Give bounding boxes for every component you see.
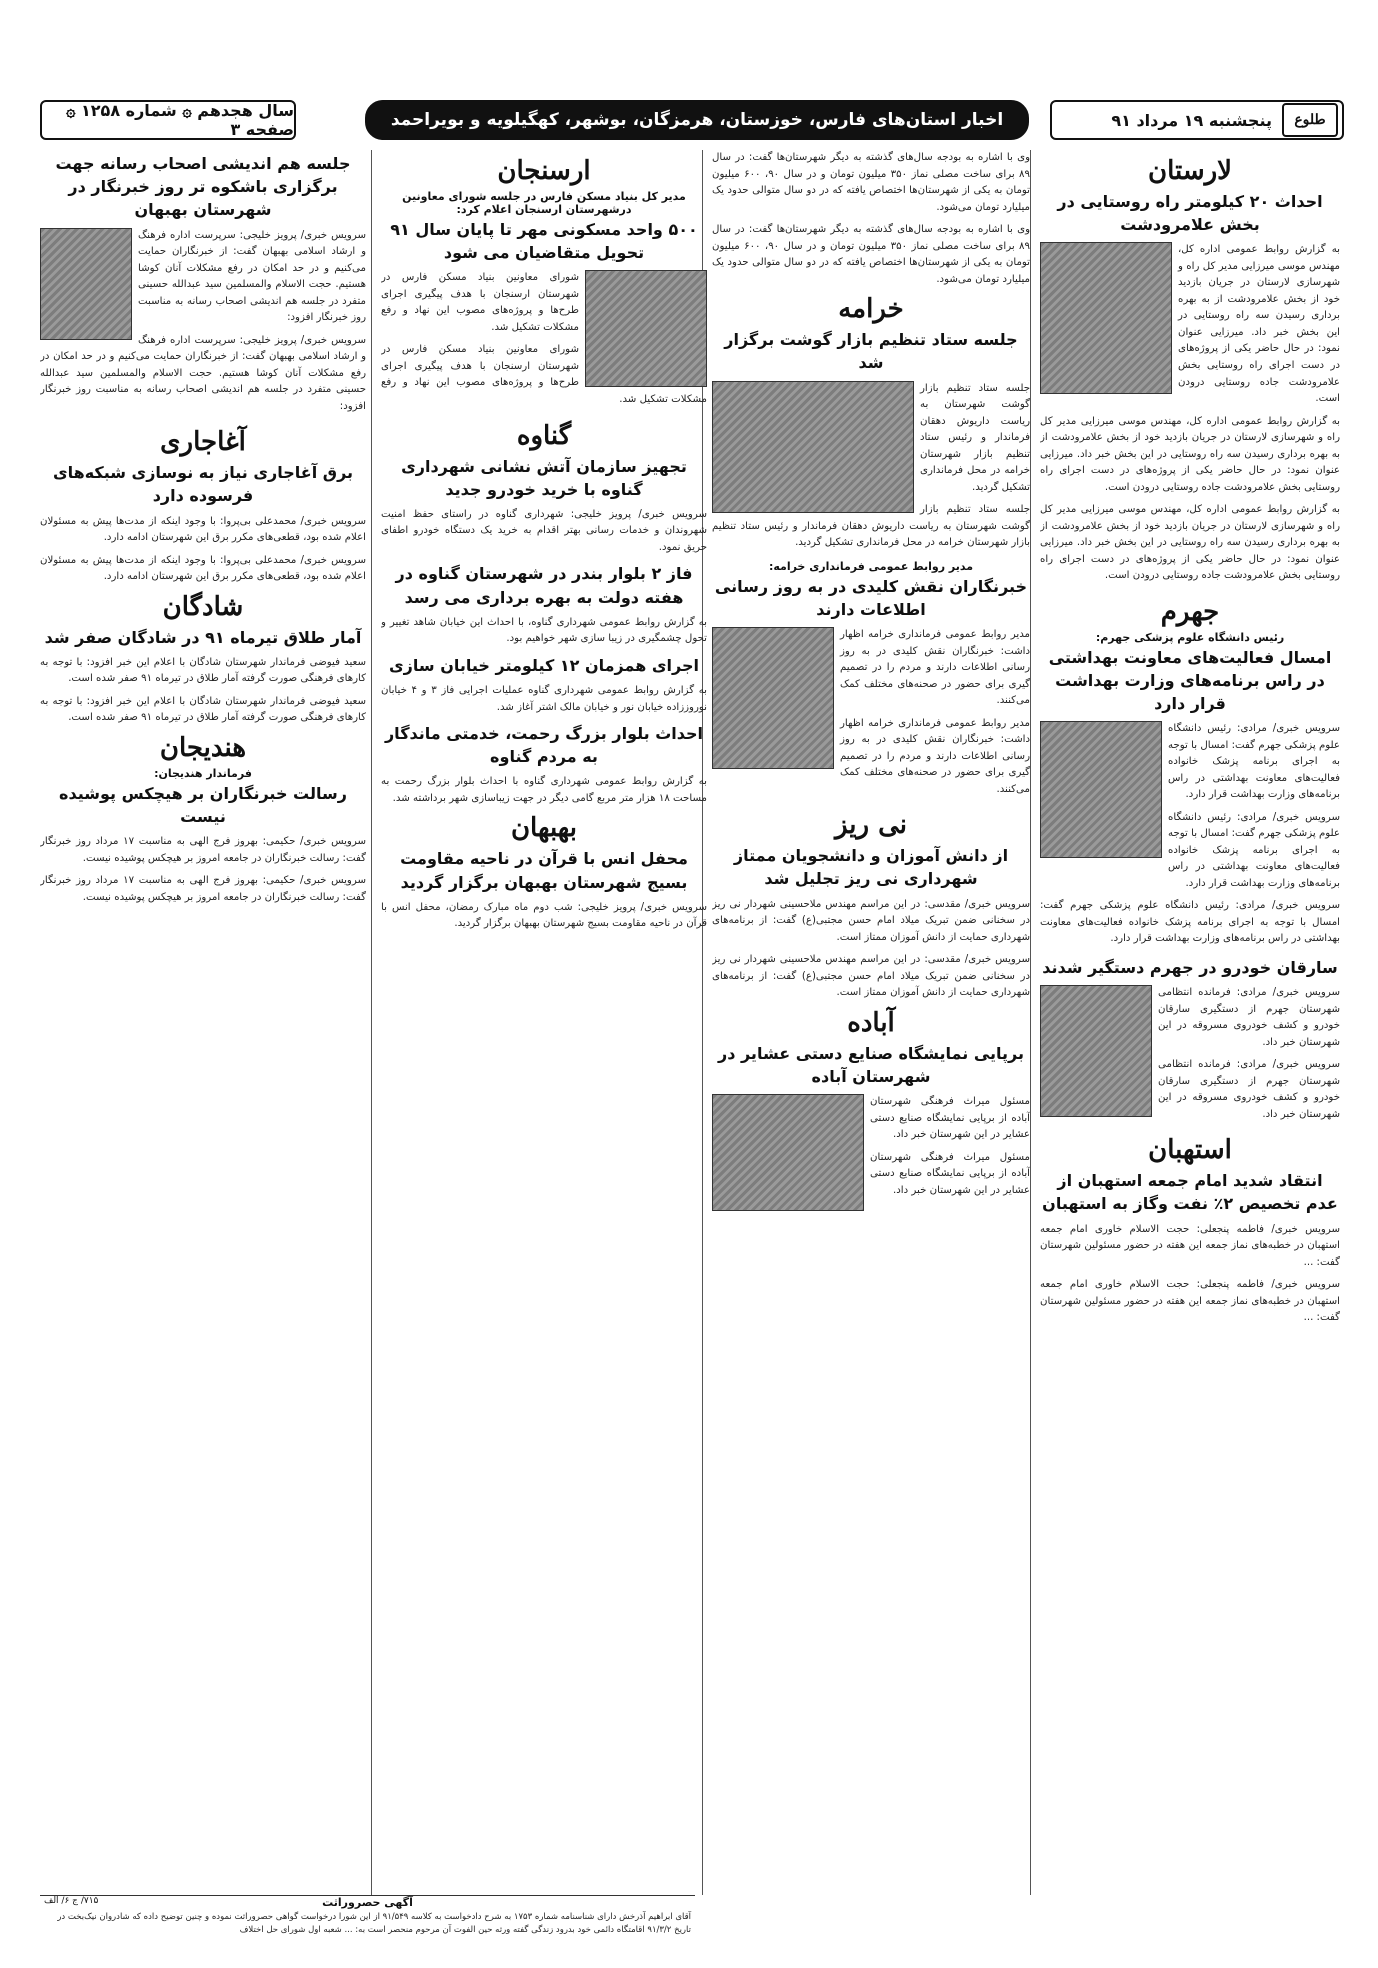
headline: تجهیز سازمان آتش نشانی شهرداری گناوه با خرید خودرو جدید	[401, 456, 687, 499]
article-body: به گزارش روابط عمومی شهرداری گناوه، با احداث این خیابان شاهد تغییر و تحول چشمگیری در زیبا سازی شهر خواهیم بود.	[381, 616, 707, 645]
article-body-cont: شورای معاونین بنیاد مسکن فارس در شهرستان ارسنجان با هدف پیگیری اجرای طرح‌ها و پروژه‌های مصوب این نهاد و رفع مشکلات تشکیل شد.	[381, 344, 707, 405]
column-4	[40, 150, 366, 1895]
photo-meeting	[712, 381, 914, 513]
column-3	[381, 150, 707, 1895]
article-body-cont: سرویس خبری/ حکیمی: بهروز فرج الهی به مناسبت ۱۷ مرداد روز خبرنگار گفت: رسالت خبرنگاران در جامعه امروز بر هیچکس پوشیده نیست.	[40, 875, 366, 903]
article-body-cont: سرویس خبری/ مرادی: رئیس دانشگاه علوم پزشکی جهرم گفت: امسال با توجه به اجرای برنامه پزشک خانواده فعالیت‌های معاونت بهداشتی در راس برنامه‌های وزارت بهداشت قرار دارد.	[1168, 811, 1340, 889]
page-header	[40, 100, 1340, 140]
headline: اجرای همزمان ۱۲ کیلومتر خیابان سازی	[389, 655, 699, 675]
headline: امسال فعالیت‌های معاونت بهداشتی در راس برنامه‌های وزارت بهداشت قرار دارد	[1048, 647, 1332, 714]
headline: آمار طلاق تیرماه ۹۱ در شادگان صفر شد	[44, 627, 362, 647]
article-body: وی با اشاره به بودجه سال‌های گذشته به دیگر شهرستان‌ها گفت: در سال ۸۹ برای ساخت مصلی نماز ۳۵۰ میلیون تومان و در سال ۹۰، ۶۰۰ میلیون تومان به یکی از شهرستان‌ها اختصاص یافته که در دو سال متوالی حدود یک میلیارد تومان می‌شود.	[712, 152, 1030, 213]
article-body-cont: سرویس خبری/ محمدعلی بی‌پروا: با وجود اینکه از مدت‌ها پیش به مسئولان اعلام شده بود، قطعی‌های مکرر برق این شهرستان ادامه دارد.	[40, 554, 366, 583]
kicker: مدیر کل بنیاد مسکن فارس در جلسه شورای معاونین درشهرستان ارسنجان اعلام کرد:	[402, 190, 686, 216]
date-box	[1050, 100, 1344, 140]
article-body: به گزارش روابط عمومی شهرداری گناوه عملیات اجرایی فاز ۳ و ۴ خیابان نوروززاده خیابان نور و خیابان مالک اشتر آغاز شد.	[381, 685, 707, 713]
city-heading: خرامه	[838, 294, 904, 325]
legal-notice-ad	[40, 1895, 695, 1946]
headline: از دانش آموزان و دانشجویان ممتاز شهرداری نی ریز تجلیل شد	[733, 846, 1009, 889]
column-2	[712, 150, 1030, 1895]
city-heading: گناوه	[516, 420, 572, 451]
article-body: سرویس خبری/ پرویز خلیجی: سرپرست اداره فرهنگ و ارشاد اسلامی بهبهان گفت: از خبرنگاران حمایت می‌کنیم و در حد امکان در رفع مشکلات آنان کوشا هستیم. حجت الاسلام والمسلمین سید عبدالله حسینی متفرد در جلسه هم اندیشی اصحاب رسانه به مناسبت روز خبرنگار افزود:	[138, 229, 366, 324]
article-body: سرویس خبری/ مرادی: رئیس دانشگاه علوم پزشکی جهرم گفت: امسال با توجه به اجرای برنامه پزشک خانواده فعالیت‌های معاونت بهداشتی در راس برنامه‌های وزارت بهداشت قرار دارد.	[1168, 723, 1340, 801]
article-body: سعید فیوضی فرماندار شهرستان شادگان با اعلام این خبر افزود: با توجه به کارهای فرهنگی صورت گرفته آمار طلاق در تیرماه ۹۱ صفر شده است.	[40, 656, 366, 685]
photo-official	[712, 627, 834, 769]
photo-official	[585, 270, 707, 387]
article-body-cont: مدیر روابط عمومی فرمانداری خرامه اظهار داشت: خبرنگاران نقش کلیدی در به روز رسانی اطلاعات دارند و مردم را در تصمیم گیری برای حضور در صحنه‌های مختلف کمک می‌کنند.	[840, 717, 1030, 795]
article-body: مسئول میراث فرهنگی شهرستان آباده از برپایی نمایشگاه صنایع دستی عشایر در این شهرستان خبر داد.	[870, 1096, 1030, 1141]
kicker: رئیس دانشگاه علوم پزشکی جهرم:	[1095, 630, 1285, 644]
article-body: سرویس خبری/ محمدعلی بی‌پروا: با وجود اینکه از مدت‌ها پیش به مسئولان اعلام شده بود، قطعی‌های مکرر برق این شهرستان ادامه دارد.	[40, 515, 366, 544]
city-heading: بهبهان	[510, 813, 578, 844]
article-body-cont: سعید فیوضی فرماندار شهرستان شادگان با اعلام این خبر افزود: با توجه به کارهای فرهنگی صورت گرفته آمار طلاق در تیرماه ۹۱ صفر شده است.	[40, 695, 366, 724]
city-heading: هندیجان	[159, 732, 247, 763]
article-body: سرویس خبری/ مرادی: فرمانده انتظامی شهرستان جهرم از دستگیری سارقان خودرو و کشف خودروی مسروقه در این شهرستان خبر داد.	[1158, 987, 1340, 1048]
ad-text: آقای ابراهیم آذرخش دارای شناسنامه شماره ۱۷۵۳ به شرح دادخواست به کلاسه ۹۱/۵۴۹ از این شورا درخواست گواهی حصروراثت نموده و چنین توضیح داده که شادروان نیک‌بخت در تاریخ ۹۱/۳/۲ اقامتگاه دائمی خود بدرود زندگی گفته ورثه حین الفوت آن مرحوم منحصر است به: ... شعبه اول شورای حل اختلاف	[57, 1912, 691, 1935]
ad-code: ۷۱۵/ ج ۶/ الف	[44, 1896, 99, 1906]
photo-official	[1040, 985, 1152, 1117]
ad-title: آگهی حصروراثت	[322, 1896, 413, 1909]
article-body: سرویس خبری/ حکیمی: بهروز فرج الهی به مناسبت ۱۷ مرداد روز خبرنگار گفت: رسالت خبرنگاران در جامعه امروز بر هیچکس پوشیده نیست.	[40, 836, 366, 864]
article-body: سرویس خبری/ پرویز خلیجی: شب دوم ماه مبارک رمضان، محفل انس با قرآن در ناحیه مقاومت بسیج شهرستان بهبهان برگزار گردید.	[381, 901, 707, 930]
article-body-cont: به گزارش روابط عمومی اداره کل، مهندس موسی میرزایی مدیر کل راه و شهرسازی لارستان در جریان بازدید خود از بخش علامرودشت از به بهره برداری رسیدن سه راه روستایی در این بخش خبر داد. میرزایی عنوان نمود: در حال حاضر یکی از پروژه‌های در دست اجرای راه روستایی بخش علامرودشت جاده روستایی درودن است.	[1040, 504, 1340, 582]
headline: محفل انس با قرآن در ناحیه مقاومت بسیج شهرستان بهبهان برگزار گردید	[400, 849, 688, 892]
section-title: اخبار استان‌های فارس، خوزستان، هرمزگان، بوشهر، کهگیلویه و بویراحمد	[365, 100, 1029, 140]
headline: جلسه هم اندیشی اصحاب رسانه جهت برگزاری باشکوه تر روز خبرنگار در شهرستان بهبهان	[55, 154, 351, 220]
article-body-cont: سرویس خبری/ فاطمه پنجعلی: حجت الاسلام خاوری امام جمعه استهبان در خطبه‌های نماز جمعه این هفته در حضور مسئولین شهرستان گفت: ...	[1040, 1279, 1340, 1324]
headline: سارقان خودرو در جهرم دستگیر شدند	[1042, 957, 1338, 977]
headline: احداث بلوار بزرگ رحمت، خدمتی ماندگار به مردم گناوه	[384, 724, 704, 767]
photo-cleric	[40, 228, 132, 340]
issue-date: پنجشنبه ۱۹ مرداد ۹۱	[1111, 110, 1272, 130]
article-body: مدیر روابط عمومی فرمانداری خرامه اظهار داشت: خبرنگاران نقش کلیدی در به روز رسانی اطلاعات دارند و مردم را در تصمیم گیری برای حضور در صحنه‌های مختلف کمک می‌کنند.	[840, 629, 1030, 707]
article-body-cont: سرویس خبری/ پرویز خلیجی: سرپرست اداره فرهنگ و ارشاد اسلامی بهبهان گفت: از خبرنگاران حمایت می‌کنیم و در حد امکان در رفع مشکلات آنان کوشا هستیم. حجت الاسلام والمسلمین سید عبدالله حسینی متفرد در جلسه هم اندیشی اصحاب رسانه به مناسبت روز خبرنگار افزود:	[40, 334, 366, 412]
headline: ۵۰۰ واحد مسکونی مهر تا پایان سال ۹۱ تحویل متقاضیان می شود	[390, 220, 698, 263]
headline: فاز ۲ بلوار بندر در شهرستان گناوه در هفته دولت به بهره برداری می رسد	[395, 564, 693, 607]
article-body: شورای معاونین بنیاد مسکن فارس در شهرستان ارسنجان با هدف پیگیری اجرای طرح‌ها و پروژه‌های مصوب این نهاد و رفع مشکلات تشکیل شد.	[381, 272, 579, 333]
column-1	[1040, 150, 1340, 1895]
article-body: به گزارش روابط عمومی شهرداری گناوه با احداث بلوار بزرگ رحمت به مساحت ۱۸ هزار متر مربع گامی دیگر در جهت زیباسازی شهر برداشته شد.	[381, 776, 707, 804]
column-divider	[1030, 150, 1031, 1895]
headline: برپایی نمایشگاه صنایع دستی عشایر در شهرستان آباده	[717, 1043, 1024, 1086]
city-heading: لارستان	[1147, 156, 1233, 186]
headline: برق آغاجاری نیاز به نوسازی شبکه‌های فرسوده دارد	[52, 463, 354, 506]
city-heading: آغاجاری	[160, 427, 246, 458]
kicker: مدیر روابط عمومی فرمانداری خرامه:	[768, 559, 974, 573]
issue-info: سال هجدهم ۞ شماره ۱۲۵۸ ۞ صفحه ۳	[40, 100, 296, 140]
city-heading: نی ریز	[834, 810, 908, 841]
article-body-cont: سرویس خبری/ مرادی: فرمانده انتظامی شهرستان جهرم از دستگیری سارقان خودرو و کشف خودروی مسروقه در این شهرستان خبر داد.	[1158, 1059, 1340, 1120]
headline: خبرنگاران نقش کلیدی در به روز رسانی اطلاعات دارند	[714, 576, 1028, 619]
article-body: جلسه ستاد تنظیم بازار گوشت شهرستان به ریاست داریوش دهقان فرماندار و رئیس ستاد تنظیم بازار شهرستان خرامه در محل فرمانداری تشکیل گردید.	[920, 382, 1030, 493]
city-heading: جهرم	[1160, 596, 1220, 627]
photo-official	[1040, 242, 1172, 394]
photo-official	[1040, 721, 1162, 858]
headline: انتقاد شدید امام جمعه استهبان از عدم تخصیص ۲٪ نفت وگاز به استهبان	[1042, 1171, 1338, 1214]
photo-exhibition	[712, 1094, 864, 1211]
city-heading: شادگان	[162, 591, 244, 622]
kicker: فرماندار هندیجان:	[154, 766, 252, 780]
headline: جلسه ستاد تنظیم بازار گوشت برگزار شد	[724, 330, 1018, 373]
article-body: سرویس خبری/ فاطمه پنجعلی: حجت الاسلام خاوری امام جمعه استهبان در خطبه‌های نماز جمعه این هفته در حضور مسئولین شهرستان گفت: ...	[1040, 1223, 1340, 1268]
article-body-cont: سرویس خبری/ مقدسی: در این مراسم مهندس ملاحسینی شهردار نی ریز در سخنانی ضمن تبریک میلاد امام حسن مجتبی(ع) گفت: از برنامه‌های شهرداری حمایت از دانش آموزان ممتاز است.	[712, 954, 1030, 999]
article-body-cont: وی با اشاره به بودجه سال‌های گذشته به دیگر شهرستان‌ها گفت: در سال ۸۹ برای ساخت مصلی نماز ۳۵۰ میلیون تومان و در سال ۹۰، ۶۰۰ میلیون تومان به یکی از شهرستان‌ها اختصاص یافته که در دو سال متوالی حدود یک میلیارد تومان می‌شود.	[712, 224, 1030, 285]
city-heading: استهبان	[1148, 1135, 1232, 1166]
article-body-cont: مسئول میراث فرهنگی شهرستان آباده از برپایی نمایشگاه صنایع دستی عشایر در این شهرستان خبر داد.	[870, 1151, 1030, 1196]
headline: رسالت خبرنگاران بر هیچکس پوشیده نیست	[59, 783, 347, 827]
article-body-cont: به گزارش روابط عمومی اداره کل، مهندس موسی میرزایی مدیر کل راه و شهرسازی لارستان در جریان بازدید خود از بخش علامرودشت از به بهره برداری رسیدن سه راه روستایی در این بخش خبر داد. میرزایی عنوان نمود: در حال حاضر یکی از پروژه‌های در دست اجرای راه روستایی بخش علامرودشت جاده روستایی درودن است.	[1040, 415, 1340, 493]
article-body-cont: جلسه ستاد تنظیم بازار گوشت شهرستان به ریاست داریوش دهقان فرماندار و رئیس ستاد تنظیم بازار شهرستان خرامه در محل فرمانداری تشکیل گردید.	[712, 504, 1030, 549]
headline: احداث ۲۰ کیلومتر راه روستایی در بخش علامرودشت	[1057, 192, 1323, 235]
newspaper-logo: طلوع	[1282, 103, 1338, 137]
city-heading: آباده	[847, 1007, 895, 1038]
article-body: سرویس خبری/ پرویز خلیجی: شهرداری گناوه در راستای حفظ امنیت شهروندان و خدمات رسانی بهتر اقدام به خرید یک دستگاه خودرو اطفای حریق نمود.	[381, 508, 707, 553]
column-divider	[371, 150, 372, 1895]
article-body-cont: سرویس خبری/ مرادی: رئیس دانشگاه علوم پزشکی جهرم گفت: امسال با توجه به اجرای برنامه پزشک خانواده فعالیت‌های معاونت بهداشتی در راس برنامه‌های وزارت بهداشت قرار دارد.	[1040, 900, 1340, 945]
article-body: به گزارش روابط عمومی اداره کل، مهندس موسی میرزایی مدیر کل راه و شهرسازی لارستان در جریان بازدید خود از بخش علامرودشت از به بهره برداری رسیدن سه راه روستایی در این بخش خبر داد. میرزایی عنوان نمود: در حال حاضر یکی از پروژه‌های در دست اجرای راه روستایی بخش علامرودشت جاده روستایی درودن است.	[1178, 244, 1340, 405]
city-heading: ارسنجان	[497, 156, 591, 186]
article-body: سرویس خبری/ مقدسی: در این مراسم مهندس ملاحسینی شهردار نی ریز در سخنانی ضمن تبریک میلاد امام حسن مجتبی(ع) گفت: از برنامه‌های شهرداری حمایت از دانش آموزان ممتاز است.	[712, 898, 1030, 943]
